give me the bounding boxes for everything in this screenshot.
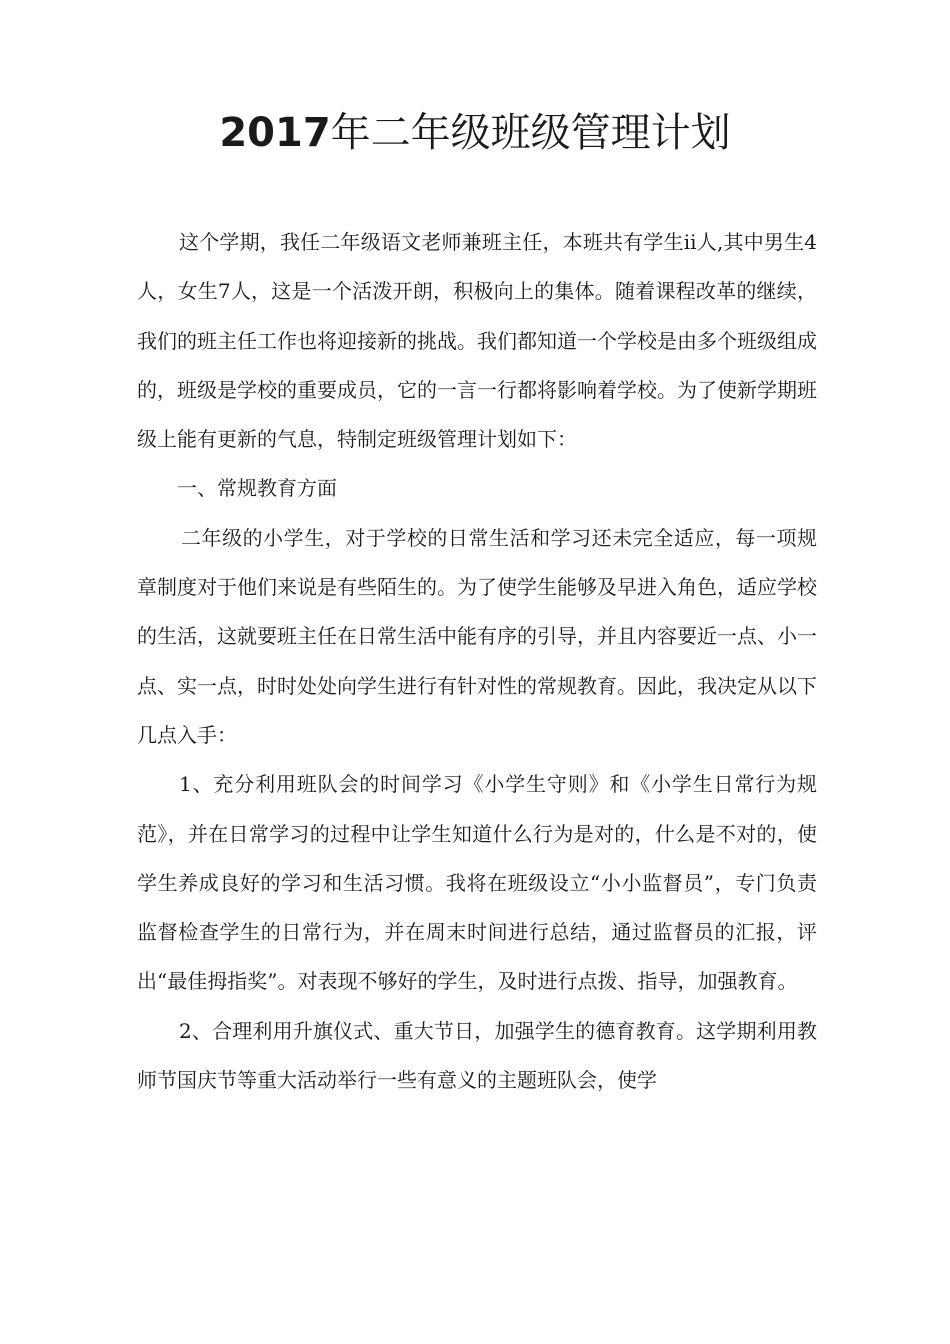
title-text: 年二年级班级管理计划 <box>330 110 731 156</box>
document-title <box>0 105 950 161</box>
title-year: 2017 <box>219 110 331 156</box>
paragraph-item-2: 2、合理利用升旗仪式、重大节日，加强学生的德育教育。这学期利用教师节国庆节等重大活动举行一些有意义的主题班队会，使学 <box>137 1018 817 1093</box>
paragraph-item-1: 1、充分利用班队会的时间学习《小学生守则》和《小学生日常行为规范》，并在日常学习的过程中让学生知道什么行为是对的，什么是不对的，使学生养成良好的学习和生活习惯。我将在班级设立“小小监督员”，专门负责监督检查学生的日常行为，并在周末时间进行总结，通过监督员的汇报，评出“最佳拇指奖”。对表现不够好的学生，及时进行点拨、指导，加强教育。 <box>137 772 817 994</box>
document-body <box>137 218 817 1105</box>
paragraph-routine: 二年级的小学生，对于学校的日常生活和学习还未完全适应，每一项规章制度对于他们来说是有些陌生的。为了使学生能够及早进入角色，适应学校的生活，这就要班主任在日常生活中能有序的引导，并且内容要近一点、小一点、实一点，时时处处向学生进行有针对性的常规教育。因此，我决定从以下几点入手： <box>137 525 817 747</box>
section-heading: 一、常规教育方面 <box>177 476 337 501</box>
paragraph-intro: 这个学期，我任二年级语文老师兼班主任，本班共有学生ii人,其中男生4人，女生7人，这是一个活泼开朗，积极向上的集体。随着课程改革的继续，我们的班主任工作也将迎接新的挑战。我们都知道一个学校是由多个班级组成的，班级是学校的重要成员，它的一言一行都将影响着学校。为了使新学期班级上能有更新的气息，特制定班级管理计划如下： <box>137 230 817 452</box>
